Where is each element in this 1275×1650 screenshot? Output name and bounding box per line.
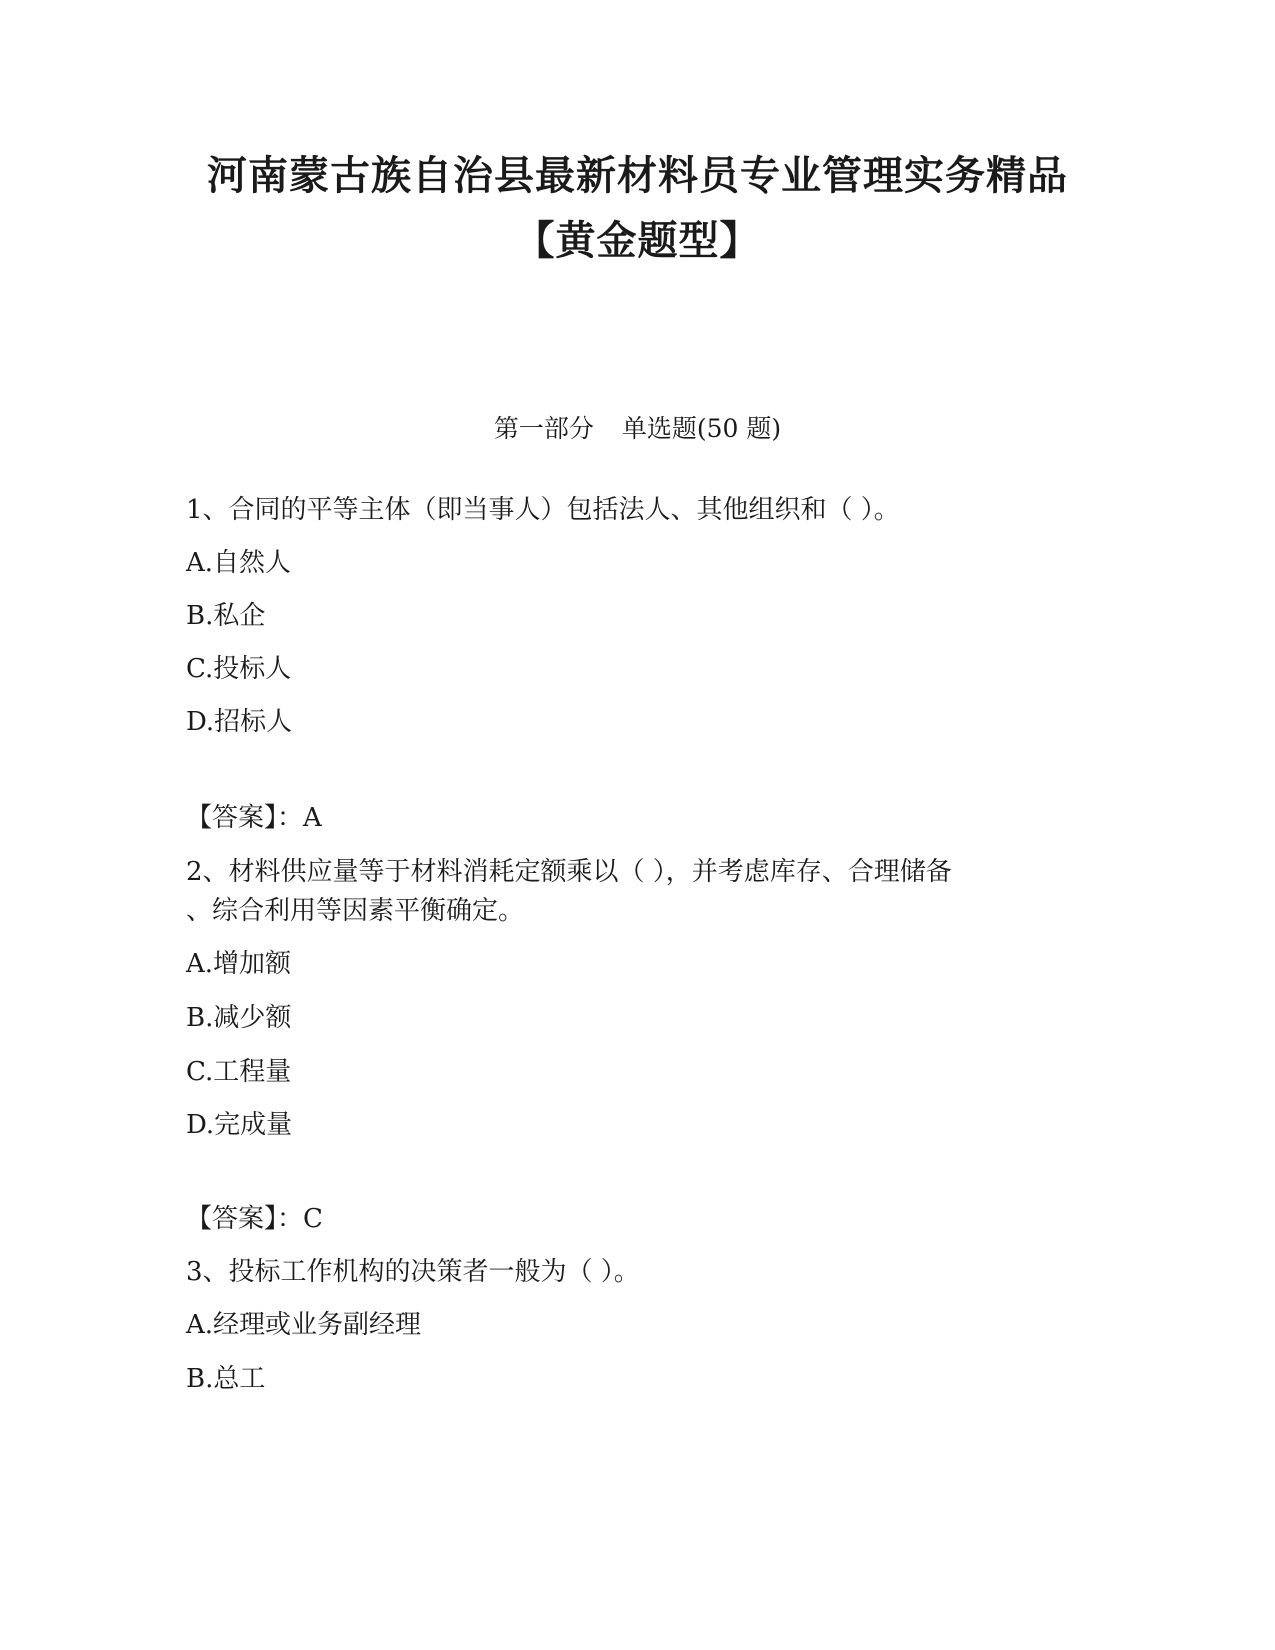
section-type: 单选题(50 题) bbox=[621, 414, 782, 443]
section-heading bbox=[0, 412, 1275, 446]
question-1-option-a: A.自然人 bbox=[186, 548, 292, 578]
question-2-stem-line1: 2、材料供应量等于材料消耗定额乘以（ ），并考虑库存、合理储备 bbox=[186, 857, 952, 887]
question-2-option-a: A.增加额 bbox=[186, 949, 292, 979]
question-3-stem: 3、投标工作机构的决策者一般为（ ）。 bbox=[186, 1257, 640, 1287]
question-2-answer: 【答案】：C bbox=[186, 1204, 323, 1234]
question-1-option-b: B.私企 bbox=[186, 601, 266, 631]
question-2-stem-line2: 、综合利用等因素平衡确定。 bbox=[186, 896, 525, 926]
question-2-option-c: C.工程量 bbox=[186, 1057, 292, 1087]
document-title-line2: 【黄金题型】 bbox=[514, 218, 761, 264]
document-title-line1: 河南蒙古族自治县最新材料员专业管理实务精品 bbox=[207, 153, 1068, 199]
question-2-option-b: B.减少额 bbox=[186, 1003, 292, 1033]
question-3-option-a: A.经理或业务副经理 bbox=[186, 1310, 422, 1340]
question-1-stem: 1、合同的平等主体（即当事人）包括法人、其他组织和（ ）。 bbox=[186, 495, 900, 525]
question-1-option-c: C.投标人 bbox=[186, 654, 292, 684]
section-part: 第一部分 bbox=[493, 414, 594, 443]
question-2-option-d: D.完成量 bbox=[186, 1110, 293, 1140]
question-3-option-b: B.总工 bbox=[186, 1364, 266, 1394]
question-1-option-d: D.招标人 bbox=[186, 707, 293, 737]
question-1-answer: 【答案】：A bbox=[186, 803, 322, 833]
